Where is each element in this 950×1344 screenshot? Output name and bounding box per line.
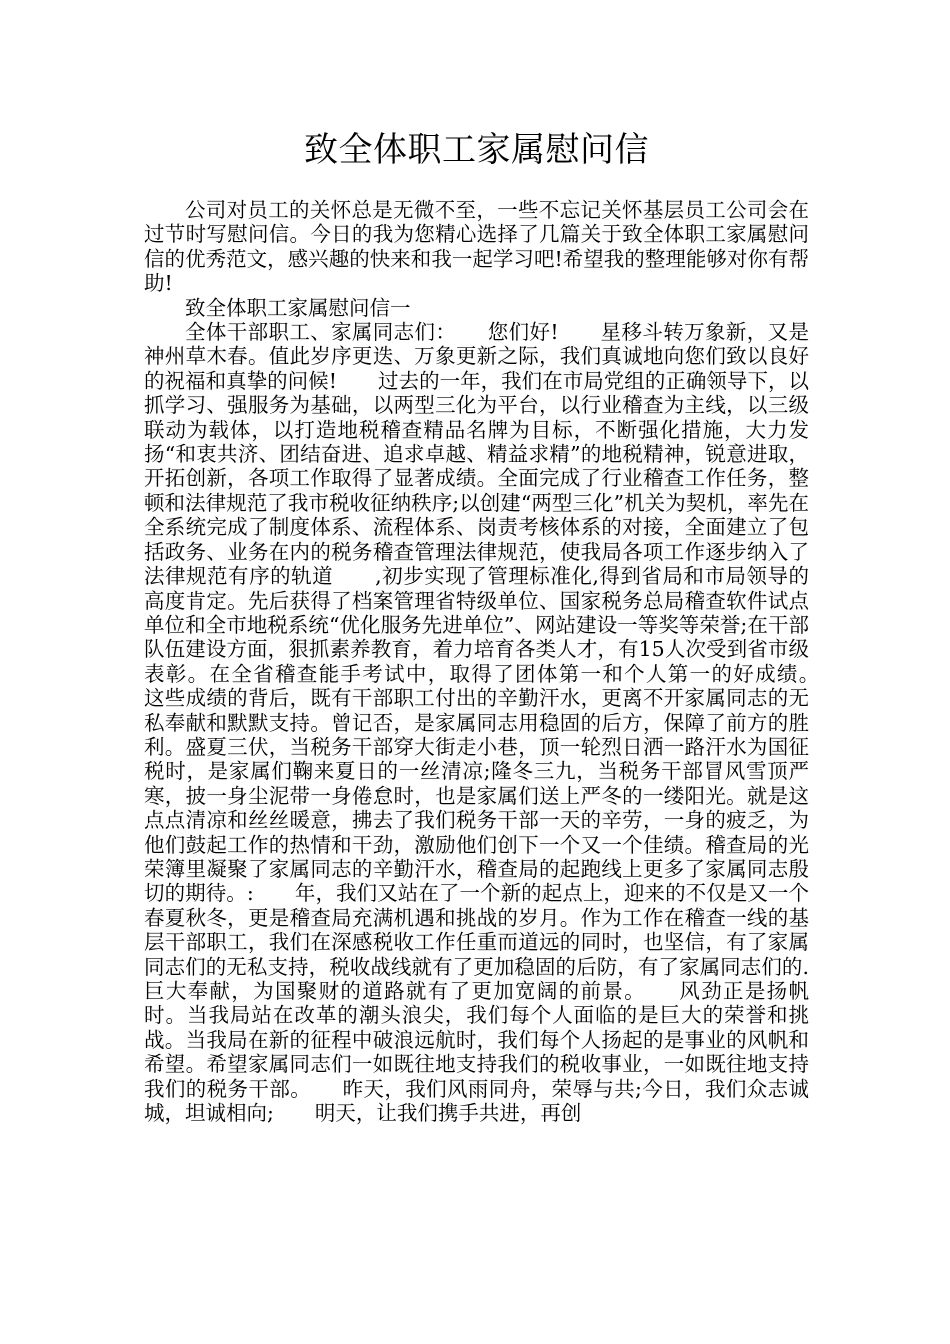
document-title: 致全体职工家属慰问信 (304, 130, 649, 170)
intro-paragraph: 公司对员工的关怀总是无微不至，一些不忘记关怀基层员工公司会在过节时写慰问信。今日的我为您精心选择了几篇关于致全体职工家属慰问信的优秀范文，感兴趣的快来和我一起学习吧!希望我的整理能够对你有帮助! (144, 198, 809, 296)
document-page (144, 0, 850, 1344)
section-heading: 致全体职工家属慰问信一 (185, 295, 411, 320)
letter-paragraph: 全体干部职工、家属同志们： 您们好! 星移斗转万象新，又是神州草木春。值此岁序更迭、万象更新之际，我们真诚地向您们致以良好的祝福和真挚的问候! 过去的一年，我们在市局党组的正确领导下，以抓学习、强服务为基础，以两型三化为平台，以行业稽查为主线，以三级联动为载体，以打造地税稽查精品名牌为目标，不断强化措施，大力发扬“和衷共济、团结奋进、追求卓越、精益求精”的地税精神，锐意进取，开拓创新，各项工作取得了显著成绩。全面完成了行业稽查工作任务，整顿和法律规范了我市税收征纳秩序;以创建“两型三化”机关为契机，率先在全系统完成了制度体系、流程体系、岗责考核体系的对接，全面建立了包括政务、业务在内的税务稽查管理法律规范，使我局各项工作逐步纳入了法律规范有序的轨道 ,初步实现了管理标准化,得到省局和市局领导的高度肯定。先后获得了档案管理省特级单位、国家税务总局稽查软件试点单位和全市地税系统“优化服务先进单位”、网站建设一等奖等荣誉;在干部队伍建设方面，狠抓素养教育，着力培育各类人才，有15人次受到省市级表彰。在全省稽查能手考试中，取得了团体第一和个人第一的好成绩。 这些成绩的背后，既有干部职工付出的辛勤汗水，更离不开家属同志的无私奉献和默默支持。曾记否，是家属同志用稳固的后方，保障了前方的胜利。盛夏三伏，当税务干部穿大街走小巷，顶一轮烈日洒一路汗水为国征税时，是家属们鞠来夏日的一丝清凉;隆冬三九，当税务干部冒风雪顶严寒，披一身尘泥带一身倦怠时，也是家属们送上严冬的一缕阳光。就是这点点清凉和丝丝暖意，拂去了我们税务干部一天的辛劳，一身的疲乏，为他们鼓起工作的热情和干劲，激励他们创下一个又一个佳绩。稽查局的光荣簿里凝聚了家属同志的辛勤汗水，稽查局的起跑线上更多了家属同志殷切的期待。: 年，我们又站在了一个新的起点上，迎来的不仅是又一个春夏秋冬，更是稽查局充满机遇和挑战的岁月。作为工作在稽查一线的基层干部职工，我们在深感税收工作任重而道远的同时，也坚信，有了家属同志们的无私支持，税收战线就有了更加稳固的后防，有了家属同志们的.巨大奉献，为国聚财的道路就有了更加宽阔的前景。 风劲正是扬帆时。当我局站在改革的潮头浪尖，我们每个人面临的是巨大的荣誉和挑战。当我局在新的征程中破浪远航时，我们每个人扬起的是事业的风帆和希望。希望家属同志们一如既往地支持我们的税收事业，一如既往地支持我们的税务干部。 昨天，我们风雨同舟，荣辱与共;今日，我们众志诚城，坦诚相向; 明天，让我们携手共进，再创 (144, 320, 850, 1126)
document-body (144, 198, 850, 1126)
